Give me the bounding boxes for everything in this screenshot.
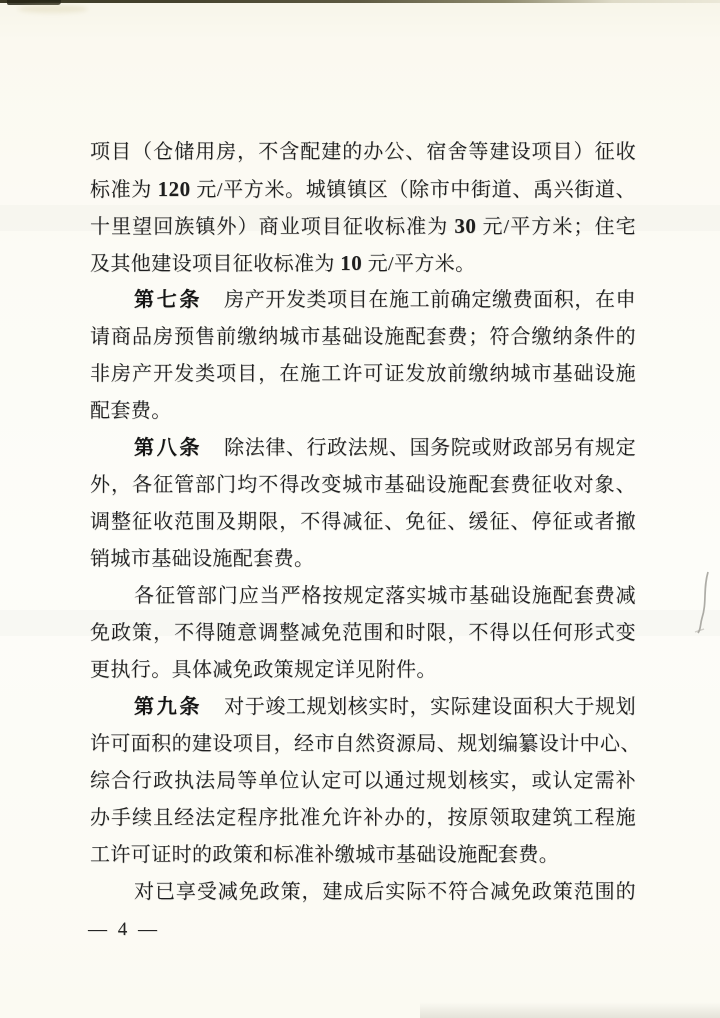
text-line: 综合行政执法局等单位认定可以通过规划核实，或认定需补 <box>90 770 636 792</box>
text-line: 更执行。具体减免政策规定详见附件。 <box>90 659 437 681</box>
text-line: 十里望回族镇外）商业项目征收标准为 30 元/平方米；住宅 <box>90 214 636 238</box>
page-number: — 4 — <box>88 919 160 940</box>
article-number: 第九条 <box>134 696 203 718</box>
text-line: 工许可证时的政策和标准补缴城市基础设施配套费。 <box>90 844 560 866</box>
text-line: 办手续且经法定程序批准允许补办的，按原领取建筑工程施 <box>90 807 636 829</box>
text-line: 标准为 120 元/平方米。城镇镇区（除市中街道、禹兴街道、 <box>90 177 636 201</box>
scan-top-edge-artifact <box>0 0 720 3</box>
text-line: 请商品房预售前缴纳城市基础设施配套费；符合缴纳条件的 <box>90 326 636 348</box>
text-line: 配套费。 <box>90 400 172 422</box>
article-number: 第七条 <box>134 289 203 311</box>
scan-bottom-smudge <box>420 1002 720 1018</box>
document-body <box>90 134 641 911</box>
text-line: 免政策，不得随意调整减免范围和时限，不得以任何形式变 <box>90 622 636 644</box>
text-line: 第八条 除法律、行政法规、国务院或财政部另有规定 <box>134 437 637 459</box>
text-line: 第七条 房产开发类项目在施工前确定缴费面积，在申 <box>134 289 637 311</box>
text-line: 外，各征管部门均不得改变城市基础设施配套费征收对象、 <box>90 474 636 496</box>
article-number: 第八条 <box>134 437 203 459</box>
text-line: 销城市基础设施配套费。 <box>90 548 315 570</box>
scan-top-smear-artifact <box>18 5 88 13</box>
text-line: 调整征收范围及期限，不得减征、免征、缓征、停征或者撤 <box>90 511 636 533</box>
fee-amount: 30 <box>454 214 477 238</box>
text-line: 非房产开发类项目，在施工许可证发放前缴纳城市基础设施 <box>90 363 636 385</box>
fee-amount: 120 <box>157 177 191 201</box>
text-line: 对已享受减免政策，建成后实际不符合减免政策范围的 <box>134 881 636 903</box>
text-line: 许可面积的建设项目，经市自然资源局、规划编纂设计中心、 <box>90 733 641 755</box>
text-line: 第九条 对于竣工规划核实时，实际建设面积大于规划 <box>134 696 637 718</box>
text-line: 项目（仓储用房，不含配建的办公、宿舍等建设项目）征收 <box>90 141 636 163</box>
scan-crease-mark <box>688 563 720 659</box>
text-line: 及其他建设项目征收标准为 10 元/平方米。 <box>90 251 476 275</box>
text-line: 各征管部门应当严格按规定落实城市基础设施配套费减 <box>134 585 636 607</box>
fee-amount: 10 <box>340 251 363 275</box>
